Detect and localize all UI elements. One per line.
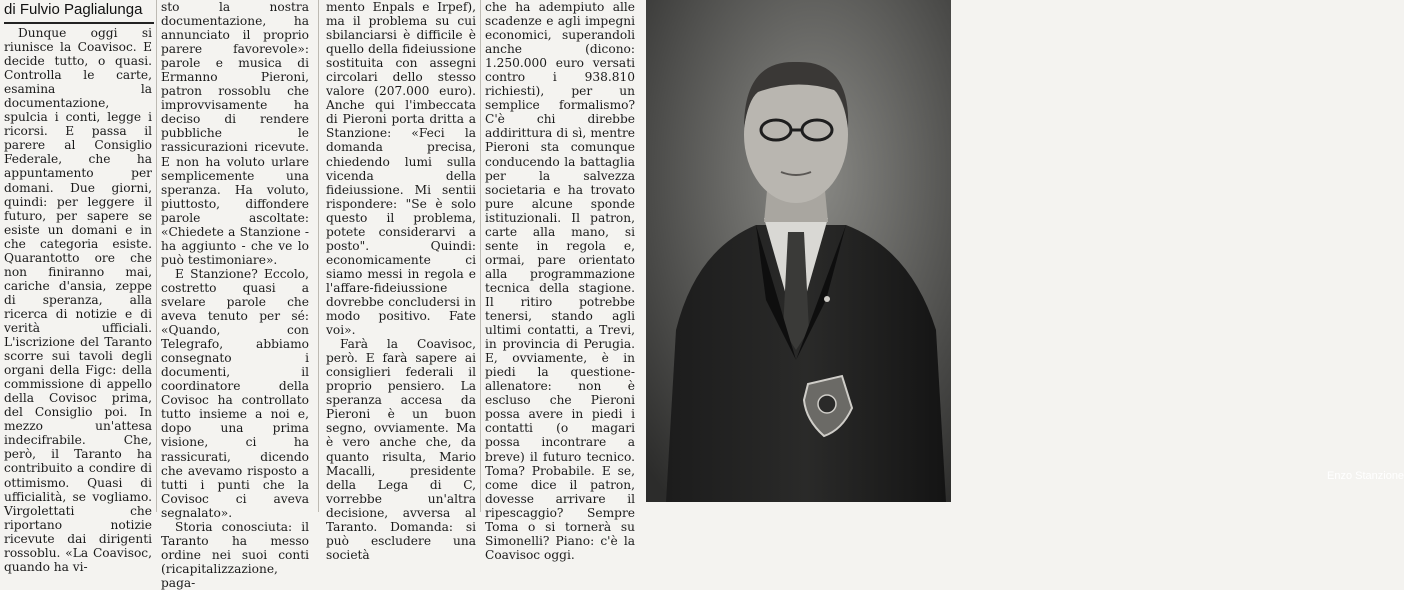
paragraph: Dunque oggi si riunisce la Coavisoc. E decide tutto, o quasi. Controlla le carte, esamina la documentazione, spulcia i conti, legge i ricorsi. E passa il parere al Consiglio Federale, che ha appuntamento per domani. Due giorni, quindi: per leggere il futuro, per sapere se esiste un domani e in che categoria esiste. Quarantotto ore che non finiranno mai, cariche d'ansia, zeppe di speranza, alla ricerca di notizie e di verità ufficiali. L'iscrizione del Taranto scorre sui tavoli degli organi della Figc: della commissione di appello della Covisoc prima, del Consiglio poi. In mezzo un'attesa indecifrabile. Che, però, il Taranto ha contribuito a condire di ottimismo. Quasi di ufficialità, se vogliamo. Virgolettati che riportano notizie ricevute dai dirigenti rossoblu. «La Coavisoc, quando ha vi- [4,26,152,574]
paragraph: mento Enpals e Irpef), ma il problema su cui sbilanciarsi è difficile è quello della fideiussione sostituita con assegni circolari dello stesso valore (207.000 euro). Anche qui l'imbeccata di Pieroni porta dritta a Stanzione: «Feci la domanda precisa, chiedendo lumi sulla vicenda della fideiussione. Mi sentii rispondere: "Se è solo questo il problema, potete considerarvi a posto". Quindi: economicamente ci siamo messi in regola e l'affare-fideiussione dovrebbe concludersi in modo positivo. Fate voi». [326,0,476,338]
portrait-photo [646,0,1404,502]
column-divider [318,0,319,512]
article-column-3 [326,0,476,562]
paragraph: Farà la Coavisoc, però. E farà sapere ai consiglieri federali il proprio pensiero. La speranza accesa da Pieroni è un buon segno, ovviamente. Ma è vero anche che, da quanto risulta, Mario Macalli, presidente della Lega di C, vorrebbe un'altra decisione, avversa al Taranto. Domanda: si può escludere una società [326,337,476,562]
article-column-1 [4,26,152,574]
column-divider [156,0,157,512]
paragraph: che ha adempiuto alle scadenze e agli impegni economici, superandoli anche (dicono: 1.250.000 euro versati contro i 938.810 richiesti), per un semplice formalismo? C'è chi direbbe addirittura di sì, mentre Pieroni sta comunque conducendo la battaglia per la salvezza societaria e ha trovato pure alcune sponde istituzionali. Il patron, carte alla mano, si sente in regola e, ormai, pare orientato alla programmazione tecnica della stagione. Il ritiro potrebbe tenersi, stando agli ultimi contatti, a Trevi, in provincia di Perugia. E, ovviamente, è in piedi la questione-allenatore: non è escluso che Pieroni possa avere in piedi i contatti (o magari possa incontrare a breve) il futuro tecnico. Toma? Probabile. E se, come dice il patron, dovesse arrivare il ripescaggio? Sempre Toma o si tornerà su Simonelli? Piano: c'è la Coavisoc oggi. [485,0,635,562]
paragraph: sto la nostra documentazione, ha annunciato il proprio parere favorevole»: parole e musica di Ermanno Pieroni, patron rossoblu che improvvisamente ha deciso di rendere pubbliche le rassicurazioni ricevute. E non ha voluto urlare semplicemente una speranza. Ha voluto, piuttosto, diffondere parole ascoltate: «Chiedete a Stanzione - ha aggiunto - che ve lo può testimoniare». [161,0,309,267]
article-column-2 [161,0,309,590]
column-divider [480,0,481,512]
paragraph: Storia conosciuta: il Taranto ha messo ordine nei suoi conti (ricapitalizzazione, paga- [161,519,309,590]
portrait-illustration [646,0,951,502]
paragraph: E Stanzione? Eccolo, costretto quasi a svelare parole che aveva tenuto per sé: «Quando, con Telegrafo, abbiamo consegnato i documenti, il coordinatore della Covisoc ha controllato tutto insieme a noi e, dopo una prima visione, ci ha rassicurati, dicendo che avevamo risposto a tutti i punti che la Covisoc ci aveva segnalato». [161,266,309,520]
article-column-4 [485,0,635,562]
photo-caption: Enzo Stanzione [1327,470,1404,482]
byline: di Fulvio Paglialunga [4,0,154,24]
